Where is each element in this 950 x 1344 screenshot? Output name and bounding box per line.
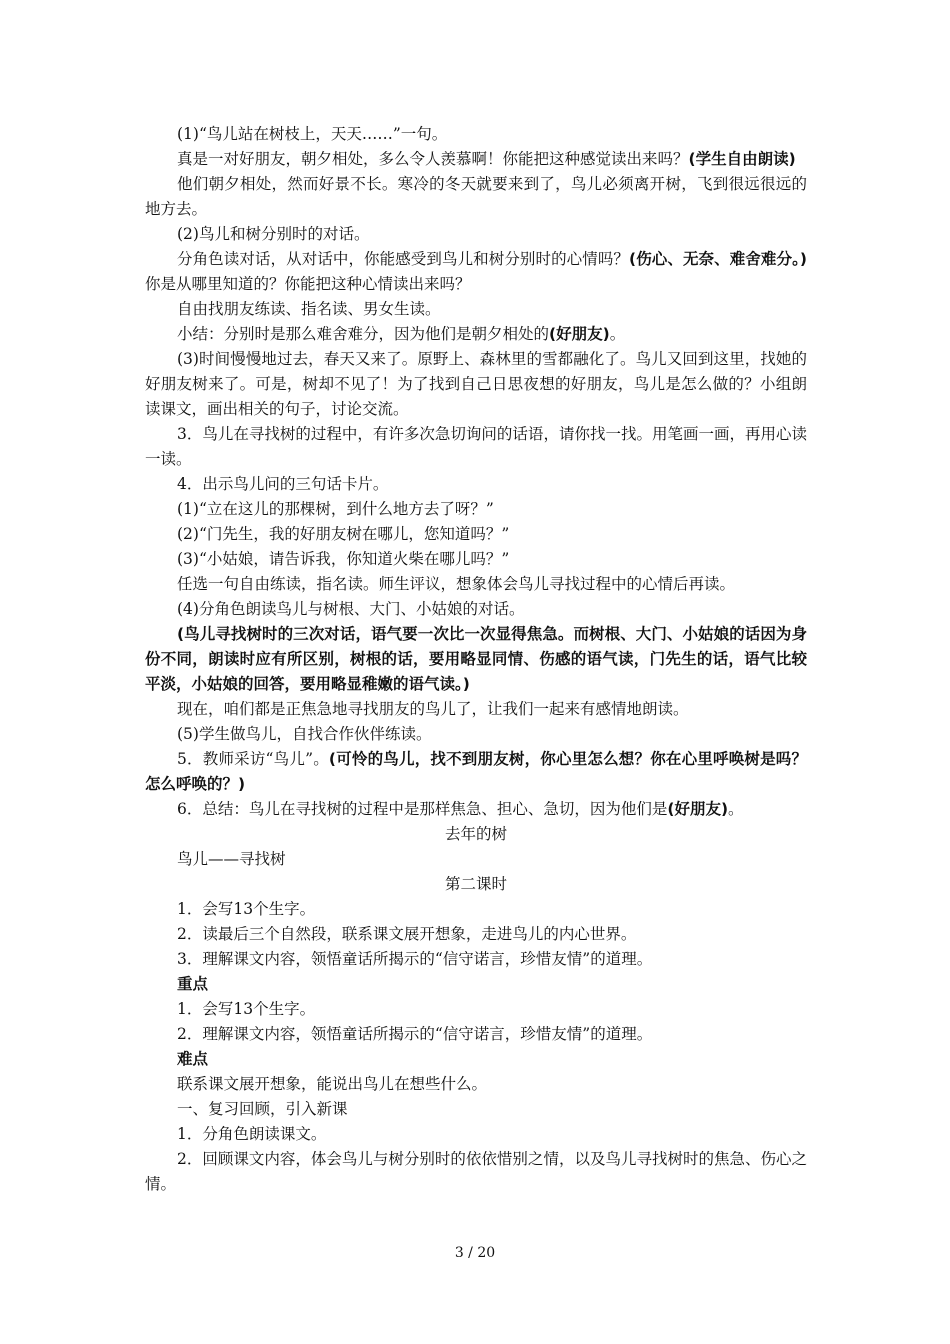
text-run: 小结：分别时是那么难舍难分，因为他们是朝夕相处的 (177, 325, 550, 343)
text-run: 。 (728, 800, 744, 818)
paragraph (145, 122, 807, 147)
paragraph (145, 897, 807, 922)
bold-text: (可怜的鸟儿，找不到朋友树，你心里怎么想？你在心里呼唤树是吗？怎么呼唤的？) (145, 750, 807, 793)
paragraph (145, 697, 807, 722)
paragraph (145, 1147, 807, 1197)
bold-text: (学生自由朗读) (688, 150, 796, 168)
paragraph (145, 797, 807, 822)
paragraph (145, 1072, 807, 1097)
document-body (145, 122, 807, 1197)
text-run: 自由找朋友练读、指名读、男女生读。 (177, 300, 441, 318)
text-run: 真是一对好朋友，朝夕相处，多么令人羡慕啊！你能把这种感觉读出来吗？ (177, 150, 689, 168)
paragraph (145, 222, 807, 247)
paragraph (145, 972, 807, 997)
text-run: (1)“立在这儿的那棵树，到什么地方去了呀？” (177, 500, 494, 518)
text-run: 6．总结：鸟儿在寻找树的过程中是那样焦急、担心、急切，因为他们是 (177, 800, 668, 818)
paragraph (145, 247, 807, 297)
text-run: 去年的树 (444, 825, 507, 843)
bold-text: 难点 (177, 1050, 209, 1068)
paragraph (145, 922, 807, 947)
paragraph (145, 1097, 807, 1122)
text-run: 一、复习回顾，引入新课 (177, 1100, 348, 1118)
text-run: 2．理解课文内容，领悟童话所揭示的“信守诺言，珍惜友情”的道理。 (177, 1025, 653, 1043)
paragraph (145, 472, 807, 497)
paragraph (145, 847, 807, 872)
paragraph (145, 622, 807, 697)
text-run: (1)“鸟儿站在树枝上，天天……”一句。 (177, 125, 448, 143)
text-run: 5．教师采访“鸟儿”。 (177, 750, 329, 768)
bold-text: (伤心、无奈、难舍难分。) (629, 250, 807, 268)
text-run: (3)“小姑娘，请告诉我，你知道火柴在哪儿吗？” (177, 550, 510, 568)
text-run: 1．会写13个生字。 (177, 900, 316, 918)
text-run: 3．理解课文内容，领悟童话所揭示的“信守诺言，珍惜友情”的道理。 (177, 950, 653, 968)
paragraph (145, 1022, 807, 1047)
text-run: 。 (609, 325, 626, 343)
paragraph (145, 297, 807, 322)
paragraph (145, 347, 807, 422)
paragraph (145, 997, 807, 1022)
text-run: 2．读最后三个自然段，联系课文展开想象，走进鸟儿的内心世界。 (177, 925, 637, 943)
bold-text: (好朋友) (549, 325, 610, 343)
text-run: (3)时间慢慢地过去，春天又来了。原野上、森林里的雪都融化了。鸟儿又回到这里，找她的好朋友树来了。可是，树却不见了！为了找到自己日思夜想的好朋友，鸟儿是怎么做的？小组朗读课文，画出相关的句子，讨论交流。 (145, 350, 807, 418)
bold-text: (鸟儿寻找树时的三次对话，语气要一次比一次显得焦急。而树根、大门、小姑娘的话因为身份不同，朗读时应有所区别，树根的话，要用略显同情、伤感的语气读，门先生的话，语气比较平淡，小姑娘的回答，要用略显稚嫩的语气读。) (145, 625, 807, 693)
paragraph (145, 1047, 807, 1072)
text-run: 你是从哪里知道的？你能把这种心情读出来吗？ (145, 275, 471, 293)
paragraph (145, 597, 807, 622)
text-run: 鸟儿——寻找树 (177, 850, 286, 868)
paragraph (145, 722, 807, 747)
text-run: 1．分角色朗读课文。 (177, 1125, 327, 1143)
text-run: 1．会写13个生字。 (177, 1000, 316, 1018)
paragraph (145, 747, 807, 797)
text-run: 4．出示鸟儿问的三句话卡片。 (177, 475, 389, 493)
paragraph (145, 547, 807, 572)
paragraph (145, 947, 807, 972)
bold-text: (好朋友) (667, 800, 729, 818)
paragraph (145, 322, 807, 347)
text-run: 分角色读对话，从对话中，你能感受到鸟儿和树分别时的心情吗？ (177, 250, 630, 268)
paragraph (145, 572, 807, 597)
section-heading (145, 822, 807, 847)
paragraph (145, 172, 807, 222)
paragraph (145, 497, 807, 522)
text-run: (2)“门先生，我的好朋友树在哪儿，您知道吗？” (177, 525, 510, 543)
page-number: 3 / 20 (454, 1245, 496, 1261)
text-run: 第二课时 (444, 875, 507, 893)
text-run: 联系课文展开想象，能说出鸟儿在想些什么。 (177, 1075, 488, 1093)
text-run: (5)学生做鸟儿，自找合作伙伴练读。 (177, 725, 432, 743)
paragraph (145, 1122, 807, 1147)
text-run: (4)分角色朗读鸟儿与树根、大门、小姑娘的对话。 (177, 600, 525, 618)
text-run: 任选一句自由练读，指名读。师生评议，想象体会鸟儿寻找过程中的心情后再读。 (177, 575, 736, 593)
bold-text: 重点 (177, 975, 209, 993)
paragraph (145, 147, 807, 172)
text-run: 3．鸟儿在寻找树的过程中，有许多次急切询问的话语，请你找一找。用笔画一画，再用心读一读。 (145, 425, 807, 468)
text-run: 现在，咱们都是正焦急地寻找朋友的鸟儿了，让我们一起来有感情地朗读。 (177, 700, 689, 718)
section-heading (145, 872, 807, 897)
paragraph (145, 522, 807, 547)
text-run: (2)鸟儿和树分别时的对话。 (177, 225, 370, 243)
paragraph (145, 422, 807, 472)
text-run: 2．回顾课文内容，体会鸟儿与树分别时的依依惜别之情，以及鸟儿寻找树时的焦急、伤心之情。 (145, 1150, 807, 1193)
text-run: 他们朝夕相处，然而好景不长。寒冷的冬天就要来到了，鸟儿必须离开树，飞到很远很远的地方去。 (145, 175, 807, 218)
